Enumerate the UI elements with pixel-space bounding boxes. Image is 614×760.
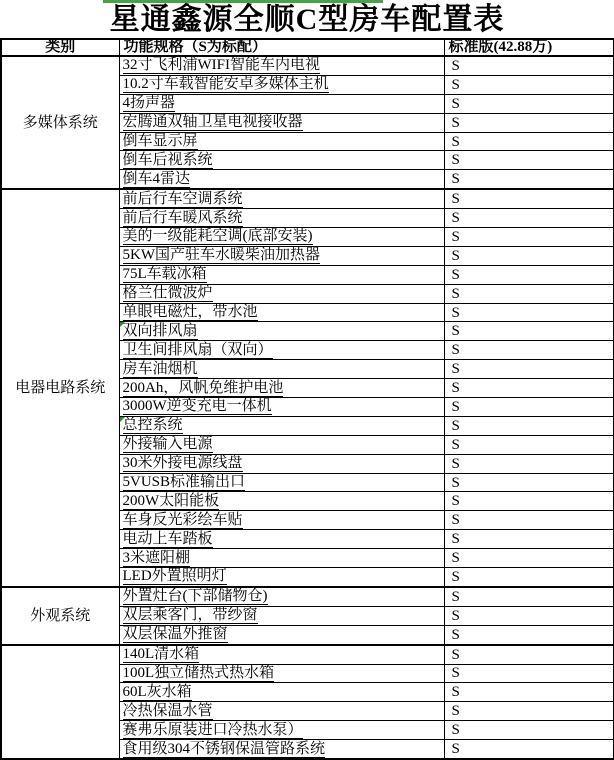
feature-cell — [119, 492, 444, 511]
feature-cell — [119, 228, 444, 247]
feature-label: 30米外接电源线盘 — [122, 455, 243, 472]
value-cell: S — [444, 341, 614, 360]
feature-label: 200Ah，风帆免维护电池 — [122, 379, 284, 396]
feature-cell — [119, 209, 444, 228]
feature-cell — [119, 303, 444, 322]
feature-label: 双向排风扇 — [122, 322, 198, 339]
table-row — [1, 587, 614, 606]
feature-label: 前后行车暖风系统 — [122, 209, 243, 226]
value-cell: S — [444, 587, 614, 606]
feature-label: 100L独立储热式热水箱 — [122, 664, 275, 681]
feature-label: 倒车4雷达 — [122, 170, 191, 187]
value-cell: S — [444, 265, 614, 284]
feature-label: 食用级304不锈钢保温管路系统 — [122, 740, 326, 757]
value-cell: S — [444, 568, 614, 587]
value-cell: S — [444, 511, 614, 530]
feature-label: 3米遮阳棚 — [122, 549, 191, 566]
feature-label: 房车油烟机 — [122, 360, 198, 377]
feature-label: 双层保温外推窗 — [122, 626, 228, 643]
page-title: 星通鑫源全顺C型房车配置表 — [109, 3, 505, 36]
feature-cell — [119, 702, 444, 721]
value-cell: S — [444, 416, 614, 435]
feature-cell — [119, 189, 444, 208]
feature-label: 200W太阳能板 — [122, 492, 220, 509]
feature-label: 冷热保温水管 — [122, 702, 213, 719]
note-triangle-icon — [120, 322, 125, 327]
feature-label: 双层乘客门，带纱窗 — [122, 607, 258, 624]
feature-cell — [119, 740, 444, 759]
feature-cell — [119, 170, 444, 189]
feature-cell — [119, 683, 444, 702]
feature-cell — [119, 549, 444, 568]
value-cell: S — [444, 322, 614, 341]
value-cell: S — [444, 303, 614, 322]
feature-label: 卫生间排风扇（双向） — [122, 341, 273, 358]
value-cell: S — [444, 94, 614, 113]
feature-cell — [119, 151, 444, 170]
feature-cell — [119, 435, 444, 454]
value-cell: S — [444, 170, 614, 189]
feature-label: 10.2寸车载智能安卓多媒体主机 — [122, 76, 329, 93]
value-cell: S — [444, 398, 614, 417]
value-cell: S — [444, 625, 614, 644]
value-cell: S — [444, 228, 614, 247]
value-cell: S — [444, 454, 614, 473]
value-cell: S — [444, 473, 614, 492]
feature-label: 赛弗乐原装进口冷热水泵） — [122, 721, 303, 738]
value-cell: S — [444, 549, 614, 568]
feature-cell — [119, 94, 444, 113]
feature-cell — [119, 606, 444, 625]
feature-cell — [119, 341, 444, 360]
table-row — [1, 645, 614, 664]
feature-label: 总控系统 — [122, 417, 183, 434]
value-cell: S — [444, 113, 614, 132]
value-cell: S — [444, 530, 614, 549]
feature-label: 外接输入电源 — [122, 436, 213, 453]
config-table — [0, 38, 614, 760]
category-cell — [1, 645, 119, 759]
feature-label: 3000W逆变充电一体机 — [122, 398, 272, 415]
table-row — [1, 189, 614, 208]
feature-label: 75L车载冰箱 — [122, 266, 207, 283]
feature-cell — [119, 113, 444, 132]
value-cell: S — [444, 284, 614, 303]
header-feature: 功能规格（S为标配） — [119, 39, 444, 56]
feature-cell — [119, 416, 444, 435]
value-cell: S — [444, 683, 614, 702]
feature-cell — [119, 398, 444, 417]
value-cell: S — [444, 606, 614, 625]
value-cell: S — [444, 702, 614, 721]
feature-label: 宏腾通双轴卫星电视接收器 — [122, 114, 303, 131]
feature-cell — [119, 645, 444, 664]
value-cell: S — [444, 75, 614, 94]
value-cell: S — [444, 132, 614, 151]
feature-label: 外置灶台(下部储物仓) — [122, 588, 268, 605]
value-cell: S — [444, 246, 614, 265]
feature-label: 格兰仕微波炉 — [122, 285, 213, 302]
feature-cell — [119, 473, 444, 492]
feature-cell — [119, 56, 444, 75]
feature-cell — [119, 379, 444, 398]
feature-label: 电动上车踏板 — [122, 530, 213, 547]
category-cell: 电器电路系统 — [1, 189, 119, 587]
feature-label: 倒车显示屏 — [122, 133, 198, 149]
feature-cell — [119, 568, 444, 587]
feature-label: 单眼电磁灶，带水池 — [122, 304, 258, 321]
value-cell: S — [444, 189, 614, 208]
feature-cell — [119, 664, 444, 683]
feature-label: 140L清水箱 — [122, 646, 200, 663]
feature-cell — [119, 284, 444, 303]
feature-label: 4扬声器 — [122, 95, 176, 112]
category-cell: 多媒体系统 — [1, 56, 119, 189]
note-triangle-icon — [120, 417, 125, 422]
feature-label: 60L灰水箱 — [122, 683, 192, 700]
value-cell: S — [444, 645, 614, 664]
top-green-line — [103, 0, 383, 3]
value-cell: S — [444, 379, 614, 398]
feature-cell — [119, 265, 444, 284]
value-cell: S — [444, 209, 614, 228]
feature-label: 倒车后视系统 — [122, 151, 213, 168]
feature-cell — [119, 587, 444, 606]
value-cell: S — [444, 360, 614, 379]
feature-cell — [119, 530, 444, 549]
table-row — [1, 56, 614, 75]
value-cell: S — [444, 721, 614, 740]
feature-cell — [119, 360, 444, 379]
value-cell: S — [444, 740, 614, 759]
feature-cell — [119, 511, 444, 530]
category-cell: 外观系统 — [1, 587, 119, 645]
feature-label: 车身反光彩绘车贴 — [122, 511, 243, 528]
feature-label: 前后行车空调系统 — [122, 190, 243, 207]
value-cell: S — [444, 435, 614, 454]
feature-cell — [119, 246, 444, 265]
feature-cell — [119, 75, 444, 94]
feature-cell — [119, 721, 444, 740]
feature-cell — [119, 322, 444, 341]
feature-label: 32寸飞利浦WIFI智能车内电视 — [122, 57, 320, 74]
feature-cell — [119, 132, 444, 151]
header-row — [1, 39, 614, 56]
value-cell: S — [444, 151, 614, 170]
value-cell: S — [444, 664, 614, 683]
feature-cell — [119, 625, 444, 644]
value-cell: S — [444, 492, 614, 511]
feature-label: 5KW国产驻车水暖柴油加热器 — [122, 247, 320, 264]
header-edition: 标准版(42.88万) — [444, 39, 614, 56]
feature-label: LED外置照明灯 — [122, 568, 227, 585]
feature-label: 美的一级能耗空调(底部安装) — [122, 228, 313, 245]
table-body — [1, 56, 614, 759]
feature-cell — [119, 454, 444, 473]
value-cell: S — [444, 56, 614, 75]
feature-label: 5VUSB标准输出口 — [122, 474, 246, 491]
header-category: 类别 — [1, 39, 119, 56]
